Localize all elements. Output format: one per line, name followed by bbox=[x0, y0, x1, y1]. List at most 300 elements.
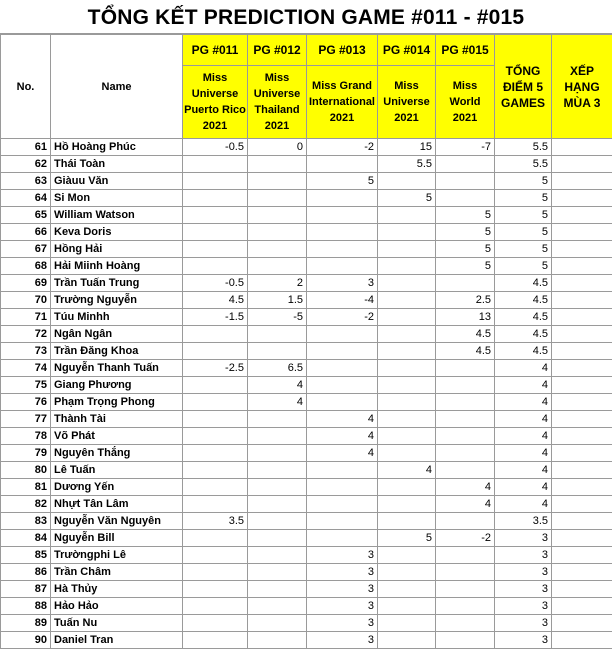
score-cell[interactable]: 4 bbox=[378, 462, 436, 479]
name-cell[interactable]: William Watson bbox=[51, 207, 183, 224]
row-number-cell[interactable]: 82 bbox=[1, 496, 51, 513]
rank-cell[interactable] bbox=[552, 479, 612, 496]
score-cell[interactable] bbox=[436, 581, 495, 598]
score-cell[interactable]: 3 bbox=[307, 615, 378, 632]
header-pg-012[interactable]: PG #012 bbox=[248, 35, 307, 66]
table-row bbox=[1, 207, 612, 224]
rank-cell[interactable] bbox=[552, 530, 612, 547]
score-cell[interactable] bbox=[307, 241, 378, 258]
score-cell[interactable] bbox=[436, 428, 495, 445]
total-cell[interactable]: 4 bbox=[495, 377, 552, 394]
score-cell[interactable] bbox=[248, 547, 307, 564]
row-number-cell[interactable]: 77 bbox=[1, 411, 51, 428]
table-row bbox=[1, 445, 612, 462]
score-cell[interactable] bbox=[183, 496, 248, 513]
score-cell[interactable]: 5 bbox=[378, 190, 436, 207]
header-pg-011[interactable]: PG #011 bbox=[183, 35, 248, 66]
score-cell[interactable] bbox=[307, 326, 378, 343]
row-number-cell[interactable]: 70 bbox=[1, 292, 51, 309]
rank-cell[interactable] bbox=[552, 615, 612, 632]
score-cell[interactable] bbox=[248, 632, 307, 649]
name-cell[interactable]: Hà Thủy bbox=[51, 581, 183, 598]
rank-cell[interactable] bbox=[552, 173, 612, 190]
score-cell[interactable] bbox=[183, 615, 248, 632]
score-cell[interactable] bbox=[248, 428, 307, 445]
name-cell[interactable]: Hồ Hoàng Phúc bbox=[51, 139, 183, 156]
score-cell[interactable] bbox=[248, 598, 307, 615]
name-cell[interactable]: Nguyễn Bill bbox=[51, 530, 183, 547]
score-cell[interactable]: 4 bbox=[248, 377, 307, 394]
row-number-cell[interactable]: 86 bbox=[1, 564, 51, 581]
total-cell[interactable]: 3 bbox=[495, 615, 552, 632]
name-cell[interactable]: Hảo Hảo bbox=[51, 598, 183, 615]
score-cell[interactable] bbox=[248, 207, 307, 224]
score-cell[interactable] bbox=[183, 445, 248, 462]
score-cell[interactable]: 4 bbox=[436, 479, 495, 496]
table-row bbox=[1, 513, 612, 530]
score-cell[interactable] bbox=[436, 190, 495, 207]
score-cell[interactable] bbox=[378, 513, 436, 530]
header-event-pg-012[interactable]: Miss Universe Thailand 2021 bbox=[248, 66, 307, 139]
score-cell[interactable]: 1.5 bbox=[248, 292, 307, 309]
name-cell[interactable]: Nguyên Thắng bbox=[51, 445, 183, 462]
score-cell[interactable] bbox=[183, 326, 248, 343]
score-cell[interactable]: 3 bbox=[307, 564, 378, 581]
score-cell[interactable] bbox=[307, 258, 378, 275]
score-cell[interactable]: 3 bbox=[307, 598, 378, 615]
rank-cell[interactable] bbox=[552, 343, 612, 360]
score-cell[interactable]: -0.5 bbox=[183, 139, 248, 156]
score-cell[interactable]: 4 bbox=[248, 394, 307, 411]
score-cell[interactable] bbox=[378, 173, 436, 190]
score-cell[interactable] bbox=[378, 445, 436, 462]
score-cell[interactable]: 4.5 bbox=[183, 292, 248, 309]
total-cell[interactable]: 4 bbox=[495, 360, 552, 377]
score-cell[interactable]: 5 bbox=[436, 258, 495, 275]
row-number-cell[interactable]: 80 bbox=[1, 462, 51, 479]
name-cell[interactable]: Keva Doris bbox=[51, 224, 183, 241]
score-cell[interactable]: -0.5 bbox=[183, 275, 248, 292]
score-cell[interactable] bbox=[248, 445, 307, 462]
rank-cell[interactable] bbox=[552, 411, 612, 428]
score-cell[interactable] bbox=[307, 530, 378, 547]
score-cell[interactable] bbox=[183, 241, 248, 258]
score-cell[interactable]: 5 bbox=[436, 241, 495, 258]
score-cell[interactable] bbox=[248, 564, 307, 581]
total-cell[interactable]: 3 bbox=[495, 581, 552, 598]
score-cell[interactable]: 3.5 bbox=[183, 513, 248, 530]
name-cell[interactable]: Hải Miinh Hoàng bbox=[51, 258, 183, 275]
score-cell[interactable] bbox=[436, 615, 495, 632]
score-cell[interactable] bbox=[436, 156, 495, 173]
header-event-pg-015[interactable]: Miss World 2021 bbox=[436, 66, 495, 139]
score-cell[interactable] bbox=[378, 207, 436, 224]
score-cell[interactable] bbox=[378, 377, 436, 394]
score-cell[interactable] bbox=[436, 173, 495, 190]
score-cell[interactable] bbox=[436, 564, 495, 581]
score-cell[interactable] bbox=[307, 394, 378, 411]
name-cell[interactable]: Thành Tài bbox=[51, 411, 183, 428]
table-row bbox=[1, 479, 612, 496]
rank-cell[interactable] bbox=[552, 360, 612, 377]
rank-cell[interactable] bbox=[552, 513, 612, 530]
row-number-cell[interactable]: 90 bbox=[1, 632, 51, 649]
name-cell[interactable]: Si Mon bbox=[51, 190, 183, 207]
score-cell[interactable] bbox=[378, 428, 436, 445]
score-cell[interactable]: -7 bbox=[436, 139, 495, 156]
score-cell[interactable] bbox=[378, 292, 436, 309]
score-cell[interactable]: -2 bbox=[307, 139, 378, 156]
score-cell[interactable]: 15 bbox=[378, 139, 436, 156]
score-cell[interactable] bbox=[378, 241, 436, 258]
score-cell[interactable] bbox=[248, 462, 307, 479]
score-cell[interactable]: 4 bbox=[307, 428, 378, 445]
name-cell[interactable]: Hồng Hải bbox=[51, 241, 183, 258]
total-cell[interactable]: 4.5 bbox=[495, 343, 552, 360]
score-cell[interactable]: 4.5 bbox=[436, 326, 495, 343]
total-cell[interactable]: 4.5 bbox=[495, 326, 552, 343]
score-cell[interactable] bbox=[378, 326, 436, 343]
score-cell[interactable] bbox=[183, 632, 248, 649]
row-number-cell[interactable]: 76 bbox=[1, 394, 51, 411]
score-cell[interactable] bbox=[378, 258, 436, 275]
rank-cell[interactable] bbox=[552, 394, 612, 411]
total-cell[interactable]: 5 bbox=[495, 224, 552, 241]
score-cell[interactable] bbox=[436, 462, 495, 479]
header-event-pg-013[interactable]: Miss Grand International 2021 bbox=[307, 66, 378, 139]
score-cell[interactable]: 5 bbox=[436, 207, 495, 224]
table-header bbox=[1, 35, 612, 139]
score-cell[interactable] bbox=[183, 411, 248, 428]
score-cell[interactable] bbox=[248, 615, 307, 632]
rank-cell[interactable] bbox=[552, 309, 612, 326]
total-cell[interactable]: 4 bbox=[495, 479, 552, 496]
score-cell[interactable] bbox=[307, 224, 378, 241]
rank-cell[interactable] bbox=[552, 258, 612, 275]
score-cell[interactable]: 5 bbox=[436, 224, 495, 241]
score-cell[interactable] bbox=[436, 394, 495, 411]
score-cell[interactable] bbox=[248, 343, 307, 360]
score-cell[interactable] bbox=[248, 156, 307, 173]
row-number-cell[interactable]: 87 bbox=[1, 581, 51, 598]
score-cell[interactable] bbox=[378, 309, 436, 326]
score-cell[interactable] bbox=[183, 173, 248, 190]
score-cell[interactable]: 5.5 bbox=[378, 156, 436, 173]
total-cell[interactable]: 4 bbox=[495, 394, 552, 411]
name-cell[interactable]: Tuấn Nu bbox=[51, 615, 183, 632]
table-row bbox=[1, 241, 612, 258]
score-cell[interactable]: -1.5 bbox=[183, 309, 248, 326]
rank-cell[interactable] bbox=[552, 581, 612, 598]
rank-cell[interactable] bbox=[552, 326, 612, 343]
score-cell[interactable]: 5 bbox=[378, 530, 436, 547]
score-cell[interactable] bbox=[378, 343, 436, 360]
header-pg-014[interactable]: PG #014 bbox=[378, 35, 436, 66]
score-cell[interactable]: -4 bbox=[307, 292, 378, 309]
row-number-cell[interactable]: 73 bbox=[1, 343, 51, 360]
score-cell[interactable] bbox=[307, 513, 378, 530]
name-cell[interactable]: Phạm Trọng Phong bbox=[51, 394, 183, 411]
score-cell[interactable] bbox=[183, 547, 248, 564]
score-cell[interactable]: 4 bbox=[436, 496, 495, 513]
score-cell[interactable] bbox=[248, 479, 307, 496]
rank-cell[interactable] bbox=[552, 241, 612, 258]
name-cell[interactable]: Nhựt Tân Lâm bbox=[51, 496, 183, 513]
score-cell[interactable] bbox=[183, 258, 248, 275]
rank-cell[interactable] bbox=[552, 292, 612, 309]
row-number-cell[interactable]: 88 bbox=[1, 598, 51, 615]
row-number-cell[interactable]: 84 bbox=[1, 530, 51, 547]
rank-cell[interactable] bbox=[552, 547, 612, 564]
rank-cell[interactable] bbox=[552, 598, 612, 615]
total-cell[interactable]: 3 bbox=[495, 547, 552, 564]
header-total[interactable]: TỔNG ĐIỂM 5 GAMES bbox=[495, 35, 552, 139]
row-number-cell[interactable]: 75 bbox=[1, 377, 51, 394]
table-row bbox=[1, 275, 612, 292]
score-cell[interactable] bbox=[436, 598, 495, 615]
score-cell[interactable]: 5 bbox=[307, 173, 378, 190]
name-cell[interactable]: Lê Tuấn bbox=[51, 462, 183, 479]
table-row bbox=[1, 190, 612, 207]
score-cell[interactable]: 2 bbox=[248, 275, 307, 292]
score-cell[interactable]: 3 bbox=[307, 275, 378, 292]
score-cell[interactable] bbox=[248, 326, 307, 343]
score-cell[interactable] bbox=[436, 360, 495, 377]
total-cell[interactable]: 4.5 bbox=[495, 292, 552, 309]
total-cell[interactable]: 5 bbox=[495, 241, 552, 258]
total-cell[interactable]: 3 bbox=[495, 564, 552, 581]
score-cell[interactable] bbox=[183, 428, 248, 445]
rank-cell[interactable] bbox=[552, 190, 612, 207]
score-cell[interactable] bbox=[248, 530, 307, 547]
name-cell[interactable]: Trần Châm bbox=[51, 564, 183, 581]
table-row bbox=[1, 224, 612, 241]
score-cell[interactable] bbox=[378, 564, 436, 581]
score-cell[interactable] bbox=[378, 615, 436, 632]
rank-cell[interactable] bbox=[552, 377, 612, 394]
name-cell[interactable]: Túu Minhh bbox=[51, 309, 183, 326]
score-cell[interactable] bbox=[378, 360, 436, 377]
rank-cell[interactable] bbox=[552, 445, 612, 462]
total-cell[interactable]: 5 bbox=[495, 207, 552, 224]
score-cell[interactable] bbox=[183, 394, 248, 411]
rank-cell[interactable] bbox=[552, 462, 612, 479]
score-cell[interactable] bbox=[183, 343, 248, 360]
score-cell[interactable] bbox=[436, 445, 495, 462]
name-cell[interactable]: Trần Tuấn Trung bbox=[51, 275, 183, 292]
header-rank[interactable]: XẾP HẠNG MÙA 3 bbox=[552, 35, 612, 139]
score-cell[interactable] bbox=[378, 547, 436, 564]
score-cell[interactable] bbox=[307, 207, 378, 224]
name-cell[interactable]: Giàuu Văn bbox=[51, 173, 183, 190]
score-cell[interactable]: 3 bbox=[307, 581, 378, 598]
score-cell[interactable] bbox=[378, 496, 436, 513]
row-number-cell[interactable]: 69 bbox=[1, 275, 51, 292]
table-row bbox=[1, 326, 612, 343]
score-cell[interactable] bbox=[248, 411, 307, 428]
row-number-cell[interactable]: 64 bbox=[1, 190, 51, 207]
score-cell[interactable] bbox=[183, 224, 248, 241]
total-cell[interactable]: 4 bbox=[495, 462, 552, 479]
score-cell[interactable]: 0 bbox=[248, 139, 307, 156]
score-cell[interactable] bbox=[436, 411, 495, 428]
score-cell[interactable] bbox=[183, 156, 248, 173]
total-cell[interactable]: 5.5 bbox=[495, 139, 552, 156]
score-cell[interactable] bbox=[183, 190, 248, 207]
row-number-cell[interactable]: 78 bbox=[1, 428, 51, 445]
name-cell[interactable]: Nguyễn Văn Nguyên bbox=[51, 513, 183, 530]
name-cell[interactable]: Võ Phát bbox=[51, 428, 183, 445]
score-cell[interactable]: 4 bbox=[307, 411, 378, 428]
score-cell[interactable] bbox=[378, 632, 436, 649]
rank-cell[interactable] bbox=[552, 632, 612, 649]
row-number-cell[interactable]: 81 bbox=[1, 479, 51, 496]
score-cell[interactable]: 4.5 bbox=[436, 343, 495, 360]
table-row bbox=[1, 343, 612, 360]
score-cell[interactable] bbox=[436, 275, 495, 292]
score-cell[interactable] bbox=[248, 581, 307, 598]
row-number-cell[interactable]: 66 bbox=[1, 224, 51, 241]
total-cell[interactable]: 5 bbox=[495, 258, 552, 275]
rank-cell[interactable] bbox=[552, 428, 612, 445]
row-number-cell[interactable]: 71 bbox=[1, 309, 51, 326]
total-cell[interactable]: 5.5 bbox=[495, 156, 552, 173]
total-cell[interactable]: 4 bbox=[495, 445, 552, 462]
total-cell[interactable]: 4.5 bbox=[495, 309, 552, 326]
score-cell[interactable]: 4 bbox=[307, 445, 378, 462]
header-pg-015[interactable]: PG #015 bbox=[436, 35, 495, 66]
score-cell[interactable] bbox=[248, 224, 307, 241]
score-cell[interactable] bbox=[183, 530, 248, 547]
score-cell[interactable] bbox=[183, 598, 248, 615]
row-number-cell[interactable]: 79 bbox=[1, 445, 51, 462]
score-cell[interactable]: -2.5 bbox=[183, 360, 248, 377]
score-cell[interactable]: 3 bbox=[307, 547, 378, 564]
total-cell[interactable]: 4 bbox=[495, 496, 552, 513]
score-cell[interactable]: 2.5 bbox=[436, 292, 495, 309]
name-cell[interactable]: Daniel Tran bbox=[51, 632, 183, 649]
name-cell[interactable]: Dương Yến bbox=[51, 479, 183, 496]
name-cell[interactable]: Trườngphi Lê bbox=[51, 547, 183, 564]
header-event-pg-011[interactable]: Miss Universe Puerto Rico 2021 bbox=[183, 66, 248, 139]
name-cell[interactable]: Trường Nguyễn bbox=[51, 292, 183, 309]
score-cell[interactable] bbox=[183, 581, 248, 598]
score-cell[interactable] bbox=[378, 598, 436, 615]
score-cell[interactable] bbox=[378, 581, 436, 598]
score-cell[interactable] bbox=[307, 360, 378, 377]
score-cell[interactable] bbox=[307, 462, 378, 479]
rank-cell[interactable] bbox=[552, 496, 612, 513]
name-cell[interactable]: Nguyễn Thanh Tuấn bbox=[51, 360, 183, 377]
score-cell[interactable] bbox=[183, 462, 248, 479]
row-number-cell[interactable]: 62 bbox=[1, 156, 51, 173]
name-cell[interactable]: Thái Toàn bbox=[51, 156, 183, 173]
row-number-cell[interactable]: 74 bbox=[1, 360, 51, 377]
rank-cell[interactable] bbox=[552, 156, 612, 173]
score-cell[interactable] bbox=[248, 173, 307, 190]
header-no[interactable]: No. bbox=[1, 35, 51, 139]
score-cell[interactable] bbox=[183, 479, 248, 496]
score-cell[interactable] bbox=[183, 564, 248, 581]
score-cell[interactable] bbox=[307, 479, 378, 496]
table-row bbox=[1, 360, 612, 377]
score-cell[interactable] bbox=[307, 343, 378, 360]
rank-cell[interactable] bbox=[552, 275, 612, 292]
total-cell[interactable]: 4.5 bbox=[495, 275, 552, 292]
score-cell[interactable] bbox=[248, 241, 307, 258]
row-number-cell[interactable]: 67 bbox=[1, 241, 51, 258]
score-cell[interactable] bbox=[436, 632, 495, 649]
total-cell[interactable]: 5 bbox=[495, 173, 552, 190]
score-cell[interactable] bbox=[248, 513, 307, 530]
score-cell[interactable] bbox=[307, 496, 378, 513]
rank-cell[interactable] bbox=[552, 564, 612, 581]
score-cell[interactable] bbox=[436, 513, 495, 530]
table-row bbox=[1, 530, 612, 547]
row-number-cell[interactable]: 83 bbox=[1, 513, 51, 530]
score-cell[interactable]: -2 bbox=[307, 309, 378, 326]
row-number-cell[interactable]: 89 bbox=[1, 615, 51, 632]
row-number-cell[interactable]: 61 bbox=[1, 139, 51, 156]
rank-cell[interactable] bbox=[552, 207, 612, 224]
score-cell[interactable] bbox=[307, 190, 378, 207]
total-cell[interactable]: 3.5 bbox=[495, 513, 552, 530]
total-cell[interactable]: 4 bbox=[495, 428, 552, 445]
name-cell[interactable]: Trần Đăng Khoa bbox=[51, 343, 183, 360]
score-table bbox=[0, 34, 612, 649]
header-pg-013[interactable]: PG #013 bbox=[307, 35, 378, 66]
score-cell[interactable] bbox=[378, 275, 436, 292]
row-number-cell[interactable]: 85 bbox=[1, 547, 51, 564]
score-cell[interactable] bbox=[436, 547, 495, 564]
row-number-cell[interactable]: 68 bbox=[1, 258, 51, 275]
score-cell[interactable]: 6.5 bbox=[248, 360, 307, 377]
score-cell[interactable] bbox=[378, 479, 436, 496]
rank-cell[interactable] bbox=[552, 224, 612, 241]
score-cell[interactable] bbox=[248, 496, 307, 513]
total-cell[interactable]: 3 bbox=[495, 530, 552, 547]
score-cell[interactable] bbox=[378, 394, 436, 411]
header-event-pg-014[interactable]: Miss Universe 2021 bbox=[378, 66, 436, 139]
score-cell[interactable] bbox=[436, 377, 495, 394]
score-cell[interactable] bbox=[307, 377, 378, 394]
row-number-cell[interactable]: 63 bbox=[1, 173, 51, 190]
rank-cell[interactable] bbox=[552, 139, 612, 156]
score-cell[interactable]: 3 bbox=[307, 632, 378, 649]
score-cell[interactable] bbox=[183, 207, 248, 224]
total-cell[interactable]: 5 bbox=[495, 190, 552, 207]
total-cell[interactable]: 4 bbox=[495, 411, 552, 428]
score-cell[interactable] bbox=[183, 377, 248, 394]
score-cell[interactable]: -5 bbox=[248, 309, 307, 326]
row-number-cell[interactable]: 72 bbox=[1, 326, 51, 343]
table-row bbox=[1, 496, 612, 513]
score-cell[interactable] bbox=[378, 411, 436, 428]
name-cell[interactable]: Giang Phương bbox=[51, 377, 183, 394]
table-row bbox=[1, 377, 612, 394]
name-cell[interactable]: Ngân Ngân bbox=[51, 326, 183, 343]
score-cell[interactable]: -2 bbox=[436, 530, 495, 547]
score-cell[interactable]: 13 bbox=[436, 309, 495, 326]
row-number-cell[interactable]: 65 bbox=[1, 207, 51, 224]
score-cell[interactable] bbox=[248, 258, 307, 275]
total-cell[interactable]: 3 bbox=[495, 598, 552, 615]
score-cell[interactable] bbox=[307, 156, 378, 173]
score-cell[interactable] bbox=[378, 224, 436, 241]
total-cell[interactable]: 3 bbox=[495, 632, 552, 649]
header-name[interactable]: Name bbox=[51, 35, 183, 139]
score-cell[interactable] bbox=[248, 190, 307, 207]
